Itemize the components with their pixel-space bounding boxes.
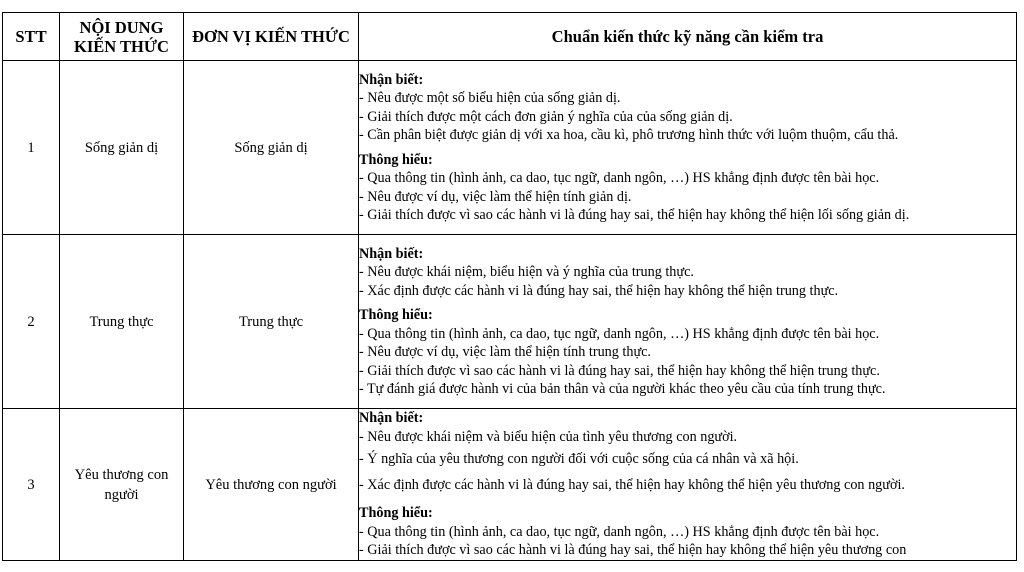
list-item: - Nêu được ví dụ, việc làm thể hiện tính trung thực. [359,344,651,360]
header-row [3,13,1017,61]
cell-standard [359,235,1017,409]
section-title: Thông hiểu: [359,151,433,168]
list-item: - Xác định được các hành vi là đúng hay sai, thể hiện hay không thể hiện yêu thương con người. [359,477,905,494]
list-item: - Qua thông tin (hình ảnh, ca dao, tục ngữ, danh ngôn, …) HS khẳng định được tên bài học. [359,523,880,540]
section-title: Thông hiểu: [359,505,433,522]
table-row [3,235,1017,409]
cell-content: Trung thực [60,235,184,409]
list-item: - Giải thích được vì sao các hành vi là đúng hay sai, thể hiện hay không thể hiện lối sống giản dị. [359,207,910,223]
list-item: - Tự đánh giá được hành vi của bản thân và của người khác theo yêu cầu của tính trung thực. [359,381,886,397]
list-item: - Qua thông tin (hình ảnh, ca dao, tục ngữ, danh ngôn, …) HS khẳng định được tên bài học. [359,325,880,342]
cell-standard [359,61,1017,235]
cell-standard [359,409,1017,561]
cell-unit: Yêu thương con người [184,409,359,561]
header-standard: Chuẩn kiến thức kỹ năng cần kiểm tra [359,13,1017,61]
section-title: Nhận biết: [359,410,424,427]
list-item: - Nêu được ví dụ, việc làm thể hiện tính giản dị. [359,188,632,205]
list-item: - Nêu được khái niệm và biểu hiện của tình yêu thương con người. [359,428,738,445]
knowledge-standards-table [2,12,1017,561]
list-item: - Giải thích được vì sao các hành vi là đúng hay sai, thể hiện hay không thể hiện trung thực. [359,362,880,379]
list-item: - Nêu được một số biểu hiện của sống giản dị. [359,90,621,106]
section-title: Nhận biết: [359,245,424,262]
cell-content: Yêu thương con người [60,409,184,561]
header-content: NỘI DUNG KIẾN THỨC [60,13,184,61]
cell-unit: Trung thực [184,235,359,409]
cell-content: Sống giản dị [60,61,184,235]
section-title: Nhận biết: [359,71,424,88]
header-unit: ĐƠN VỊ KIẾN THỨC [184,13,359,61]
table-row [3,61,1017,235]
cell-stt: 3 [3,409,60,561]
cell-stt: 2 [3,235,60,409]
cell-stt: 1 [3,61,60,235]
cell-unit: Sống giản dị [184,61,359,235]
header-stt: STT [3,13,60,61]
list-item: - Giải thích được vì sao các hành vi là đúng hay sai, thể hiện hay không thể hiện yêu thương con [359,542,907,559]
list-item: - Nêu được khái niệm, biểu hiện và ý nghĩa của trung thực. [359,264,694,280]
list-item: - Ý nghĩa của yêu thương con người đối với cuộc sống của cá nhân và xã hội. [359,451,799,468]
section-title: Thông hiểu: [359,307,433,323]
table-row [3,409,1017,561]
list-item: - Qua thông tin (hình ảnh, ca dao, tục ngữ, danh ngôn, …) HS khẳng định được tên bài học. [359,170,880,186]
list-item: - Giải thích được một cách đơn giản ý nghĩa của của sống giản dị. [359,108,733,125]
list-item: - Xác định được các hành vi là đúng hay sai, thể hiện hay không thể hiện trung thực. [359,282,839,299]
list-item: - Cần phân biệt được giản dị với xa hoa, cầu kì, phô trương hình thức với luộm thuộm, cẩu thả. [359,127,899,143]
table-body [3,61,1017,561]
